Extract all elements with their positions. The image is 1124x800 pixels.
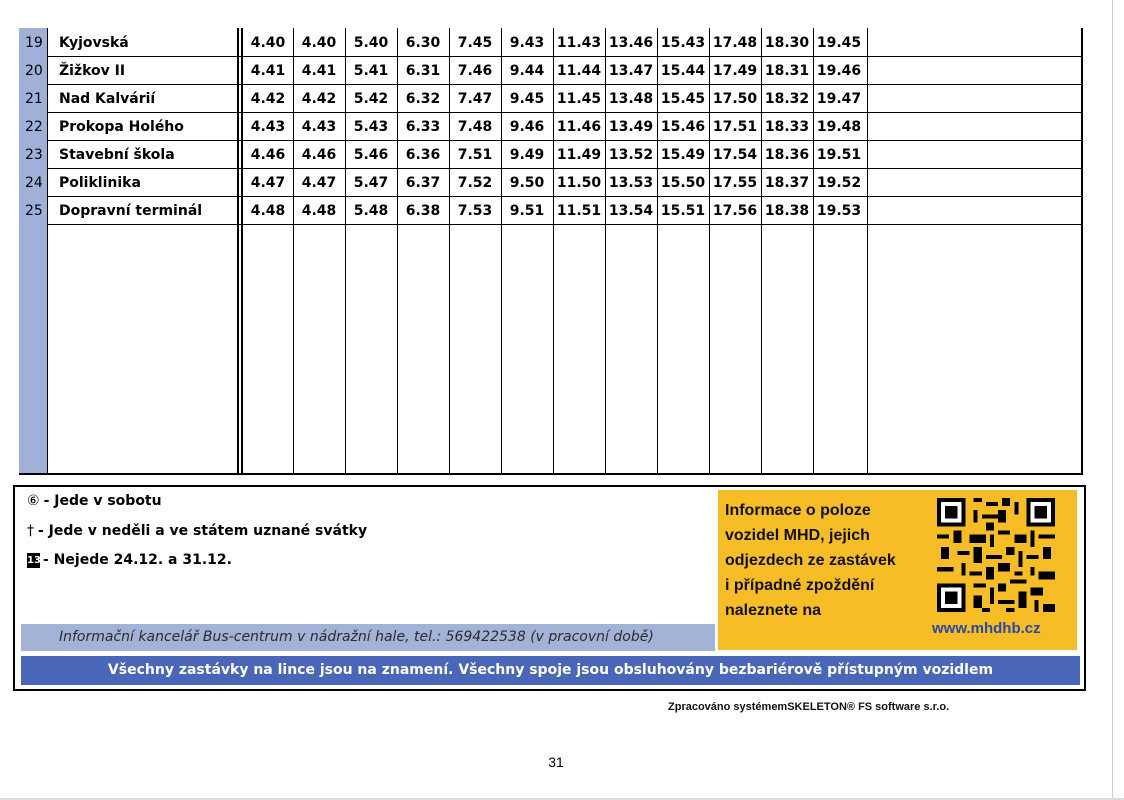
departure-time: 11.46 bbox=[556, 119, 602, 135]
note-saturday bbox=[27, 493, 162, 509]
departure-time: 18.33 bbox=[764, 119, 810, 135]
departure-time: 18.30 bbox=[764, 35, 810, 51]
table-row bbox=[19, 141, 1081, 169]
stop-number: 19 bbox=[25, 35, 43, 51]
qr-code-icon[interactable] bbox=[937, 498, 1055, 612]
footer-company: Zpracováno systémemSKELETON® FS software s.r.o. bbox=[668, 701, 950, 713]
departure-time: 7.53 bbox=[457, 203, 493, 219]
departure-time: 19.47 bbox=[816, 91, 862, 107]
departure-time: 4.41 bbox=[301, 63, 337, 79]
table-row bbox=[19, 85, 1081, 113]
departure-time: 4.42 bbox=[250, 91, 286, 107]
row-divider bbox=[47, 224, 1081, 225]
departure-time: 15.46 bbox=[660, 119, 706, 135]
note-text: - Nejede 24.12. a 31.12. bbox=[43, 552, 232, 568]
departure-time: 11.44 bbox=[556, 63, 602, 79]
departure-time: 15.44 bbox=[660, 63, 706, 79]
departure-time: 17.50 bbox=[712, 91, 758, 107]
departure-time: 6.36 bbox=[405, 147, 441, 163]
table-row bbox=[19, 113, 1081, 141]
table-row bbox=[19, 57, 1081, 85]
departure-time: 18.36 bbox=[764, 147, 810, 163]
departure-time: 5.43 bbox=[353, 119, 389, 135]
stop-number: 25 bbox=[25, 203, 43, 219]
departure-time: 5.48 bbox=[353, 203, 389, 219]
timetable bbox=[19, 28, 1083, 475]
departure-time: 11.43 bbox=[556, 35, 602, 51]
departure-time: 13.52 bbox=[608, 147, 654, 163]
departure-time: 4.41 bbox=[250, 63, 286, 79]
departure-time: 9.45 bbox=[509, 91, 545, 107]
departure-time: 4.46 bbox=[250, 147, 286, 163]
stop-name: Poliklinika bbox=[59, 175, 141, 191]
departure-time: 11.51 bbox=[556, 203, 602, 219]
departure-time: 6.30 bbox=[405, 35, 441, 51]
promo-line: naleznete na bbox=[725, 602, 822, 619]
departure-time: 9.43 bbox=[509, 35, 545, 51]
departure-time: 7.47 bbox=[457, 91, 493, 107]
departure-time: 4.47 bbox=[250, 175, 286, 191]
departure-time: 15.43 bbox=[660, 35, 706, 51]
stop-number: 20 bbox=[25, 63, 43, 79]
departure-time: 17.56 bbox=[712, 203, 758, 219]
departure-time: 15.51 bbox=[660, 203, 706, 219]
departure-time: 17.49 bbox=[712, 63, 758, 79]
departure-time: 17.54 bbox=[712, 147, 758, 163]
note-text: - Jede v neděli a ve státem uznané svátky bbox=[38, 523, 368, 539]
promo-box bbox=[718, 490, 1077, 650]
promo-line: i případné zpoždění bbox=[725, 577, 875, 594]
departure-time: 15.45 bbox=[660, 91, 706, 107]
departure-time: 9.50 bbox=[509, 175, 545, 191]
departure-time: 9.51 bbox=[509, 203, 545, 219]
promo-line: odjezdech ze zastávek bbox=[725, 552, 896, 569]
departure-time: 7.45 bbox=[457, 35, 493, 51]
departure-time: 17.55 bbox=[712, 175, 758, 191]
departure-time: 7.48 bbox=[457, 119, 493, 135]
departure-time: 19.52 bbox=[816, 175, 862, 191]
stop-number: 23 bbox=[25, 147, 43, 163]
info-box bbox=[13, 485, 1086, 691]
cross-symbol-icon: † bbox=[27, 523, 34, 539]
departure-time: 4.48 bbox=[301, 203, 337, 219]
departure-time: 18.37 bbox=[764, 175, 810, 191]
departure-time: 18.38 bbox=[764, 203, 810, 219]
stop-name: Kyjovská bbox=[59, 35, 129, 51]
departure-time: 19.46 bbox=[816, 63, 862, 79]
departure-time: 13.47 bbox=[608, 63, 654, 79]
stop-number: 22 bbox=[25, 119, 43, 135]
table-row bbox=[19, 197, 1081, 225]
departure-time: 11.50 bbox=[556, 175, 602, 191]
departure-time: 17.51 bbox=[712, 119, 758, 135]
page-number: 31 bbox=[548, 754, 564, 770]
departure-time: 15.49 bbox=[660, 147, 706, 163]
note-sunday bbox=[27, 523, 367, 539]
departure-time: 7.51 bbox=[457, 147, 493, 163]
departure-time: 4.46 bbox=[301, 147, 337, 163]
departure-time: 19.45 bbox=[816, 35, 862, 51]
departure-time: 13.54 bbox=[608, 203, 654, 219]
departure-time: 4.42 bbox=[301, 91, 337, 107]
departure-time: 5.40 bbox=[353, 35, 389, 51]
stop-name: Nad Kalvárií bbox=[59, 91, 156, 107]
departure-time: 9.44 bbox=[509, 63, 545, 79]
departure-time: 18.32 bbox=[764, 91, 810, 107]
note-holidays bbox=[27, 552, 232, 568]
departure-time: 6.31 bbox=[405, 63, 441, 79]
stop-name: Prokopa Holého bbox=[59, 119, 184, 135]
information-office-bar bbox=[21, 624, 715, 651]
departure-time: 5.46 bbox=[353, 147, 389, 163]
note-text: - Jede v sobotu bbox=[43, 493, 162, 509]
departure-time: 7.52 bbox=[457, 175, 493, 191]
departure-time: 13.53 bbox=[608, 175, 654, 191]
departure-time: 9.49 bbox=[509, 147, 545, 163]
promo-line: Informace o poloze bbox=[725, 502, 871, 519]
departure-time: 6.37 bbox=[405, 175, 441, 191]
stop-name: Stavební škola bbox=[59, 147, 175, 163]
departure-time: 19.48 bbox=[816, 119, 862, 135]
saturday-symbol-icon: ⑥ bbox=[27, 493, 40, 509]
table-row bbox=[19, 29, 1081, 57]
departure-time: 13.46 bbox=[608, 35, 654, 51]
page-edge bbox=[1112, 0, 1113, 800]
departure-time: 17.48 bbox=[712, 35, 758, 51]
departure-time: 9.46 bbox=[509, 119, 545, 135]
departure-time: 4.40 bbox=[301, 35, 337, 51]
table-row bbox=[19, 169, 1081, 197]
departure-time: 13.49 bbox=[608, 119, 654, 135]
badge-13-icon: 13 bbox=[27, 555, 41, 566]
departure-time: 5.47 bbox=[353, 175, 389, 191]
departure-time: 4.43 bbox=[250, 119, 286, 135]
stop-name: Žižkov II bbox=[59, 63, 126, 79]
departure-time: 6.33 bbox=[405, 119, 441, 135]
departure-time: 19.53 bbox=[816, 203, 862, 219]
departure-time: 5.41 bbox=[353, 63, 389, 79]
accessibility-banner: Všechny zastávky na lince jsou na znamení. Všechny spoje jsou obsluhovány bezbariérově přístupným vozidlem bbox=[21, 656, 1080, 685]
departure-time: 11.45 bbox=[556, 91, 602, 107]
departure-time: 15.50 bbox=[660, 175, 706, 191]
departure-time: 6.32 bbox=[405, 91, 441, 107]
information-office-text: Informační kancelář Bus-centrum v nádražní hale, tel.: 569422538 (v pracovní době) bbox=[59, 629, 654, 645]
stop-number: 24 bbox=[25, 175, 43, 191]
promo-line: vozidel MHD, jejich bbox=[725, 527, 870, 544]
departure-time: 5.42 bbox=[353, 91, 389, 107]
departure-time: 4.48 bbox=[250, 203, 286, 219]
departure-time: 18.31 bbox=[764, 63, 810, 79]
departure-time: 4.47 bbox=[301, 175, 337, 191]
stop-number: 21 bbox=[25, 91, 43, 107]
website-link[interactable]: www.mhdhb.cz bbox=[932, 620, 1041, 637]
departure-time: 7.46 bbox=[457, 63, 493, 79]
departure-time: 4.40 bbox=[250, 35, 286, 51]
departure-time: 11.49 bbox=[556, 147, 602, 163]
departure-time: 13.48 bbox=[608, 91, 654, 107]
stop-name: Dopravní terminál bbox=[59, 203, 203, 219]
departure-time: 6.38 bbox=[405, 203, 441, 219]
promo-text bbox=[725, 498, 896, 623]
departure-time: 19.51 bbox=[816, 147, 862, 163]
departure-time: 4.43 bbox=[301, 119, 337, 135]
